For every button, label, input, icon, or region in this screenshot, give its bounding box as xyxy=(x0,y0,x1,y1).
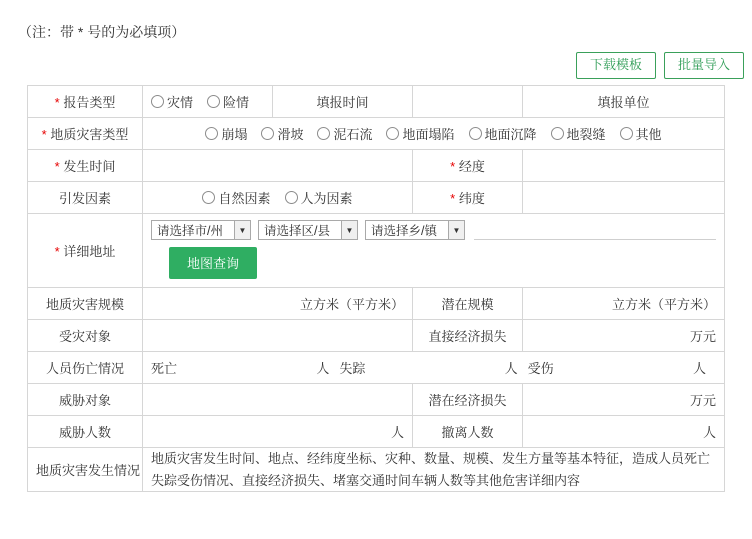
casualty-injured-unit: 人 xyxy=(692,361,706,377)
radio-circle-icon xyxy=(202,191,215,204)
threat-people-unit: 人 xyxy=(390,425,404,441)
address-fields-cell xyxy=(143,214,725,288)
required-asterisk: * xyxy=(54,244,60,260)
radio-circle-icon xyxy=(151,95,164,108)
radio-circle-icon xyxy=(620,127,633,140)
table-row-casualty xyxy=(28,352,725,384)
radio-disaster-type-collapse[interactable] xyxy=(205,124,247,143)
table-row-threat-people xyxy=(28,416,725,448)
evacuated-input-cell[interactable] xyxy=(523,416,725,448)
required-asterisk: * xyxy=(450,191,456,207)
evacuated-label: 撤离人数 xyxy=(413,416,523,448)
required-asterisk: * xyxy=(41,127,47,143)
required-asterisk: * xyxy=(450,159,456,175)
radio-circle-icon xyxy=(469,127,482,140)
select-town-value: 请选择乡/镇 xyxy=(371,224,437,239)
fill-time-input[interactable] xyxy=(413,86,523,118)
disaster-type-label: 地质灾害类型 xyxy=(50,127,129,143)
threat-object-label: 威胁对象 xyxy=(28,384,143,416)
chevron-down-icon: ▼ xyxy=(234,221,250,239)
radio-disaster-type-ground-collapse[interactable] xyxy=(386,124,454,143)
address-detail-input[interactable] xyxy=(474,221,716,240)
radio-circle-icon xyxy=(207,95,220,108)
report-type-label: 报告类型 xyxy=(63,95,116,111)
latitude-input[interactable] xyxy=(523,182,725,214)
radio-label: 自然因素 xyxy=(218,191,271,207)
cause-label: 引发因素 xyxy=(28,182,143,214)
latitude-label: 纬度 xyxy=(458,191,485,207)
casualty-missing-field[interactable] xyxy=(339,358,527,377)
affected-object-label: 受灾对象 xyxy=(28,320,143,352)
form-toolbar xyxy=(0,42,752,85)
longitude-label-cell xyxy=(413,150,523,182)
scale-label: 地质灾害规模 xyxy=(28,288,143,320)
table-row-scale xyxy=(28,288,725,320)
scale-unit: 立方米（平方米） xyxy=(299,297,404,313)
threat-people-label: 威胁人数 xyxy=(28,416,143,448)
casualty-death-field[interactable] xyxy=(151,358,339,377)
select-town[interactable] xyxy=(365,220,465,240)
potential-loss-unit: 万元 xyxy=(689,393,716,409)
casualty-injured-label: 受伤 xyxy=(527,361,554,377)
radio-circle-icon xyxy=(261,127,274,140)
select-city-value: 请选择市/州 xyxy=(157,224,223,239)
potential-scale-label: 潜在规模 xyxy=(413,288,523,320)
radio-label: 地面沉降 xyxy=(484,127,537,143)
threat-object-input[interactable] xyxy=(143,384,413,416)
required-asterisk: * xyxy=(54,95,60,111)
select-district-value: 请选择区/县 xyxy=(264,224,330,239)
potential-scale-input-cell[interactable] xyxy=(523,288,725,320)
table-row-affected-object xyxy=(28,320,725,352)
radio-label: 地裂缝 xyxy=(566,127,606,143)
radio-report-type-hazard[interactable] xyxy=(207,92,249,111)
latitude-label-cell xyxy=(413,182,523,214)
radio-label: 险情 xyxy=(223,95,250,111)
casualty-cell xyxy=(143,352,725,384)
scale-input-cell[interactable] xyxy=(143,288,413,320)
select-district[interactable] xyxy=(258,220,358,240)
address-label-cell xyxy=(28,214,143,288)
radio-disaster-type-other[interactable] xyxy=(620,124,662,143)
radio-label: 地面塌陷 xyxy=(402,127,455,143)
casualty-missing-unit: 人 xyxy=(504,361,518,377)
longitude-label: 经度 xyxy=(458,159,485,175)
radio-label: 其他 xyxy=(635,127,662,143)
table-row-situation xyxy=(28,448,725,492)
table-row-occur-time xyxy=(28,150,725,182)
casualty-injured-field[interactable] xyxy=(528,358,716,377)
radio-label: 灾情 xyxy=(167,95,194,111)
radio-disaster-type-ground-fissure[interactable] xyxy=(551,124,606,143)
report-type-label-cell xyxy=(28,86,143,118)
radio-cause-human[interactable] xyxy=(285,188,353,207)
table-row-report-type xyxy=(28,86,725,118)
occur-time-label-cell xyxy=(28,150,143,182)
cause-options-cell xyxy=(143,182,413,214)
chevron-down-icon: ▼ xyxy=(448,221,464,239)
casualty-missing-label: 失踪 xyxy=(339,361,366,377)
fill-time-label: 填报时间 xyxy=(273,86,413,118)
direct-loss-unit: 万元 xyxy=(689,329,716,345)
report-type-options-cell xyxy=(143,86,273,118)
radio-label: 滑坡 xyxy=(277,127,304,143)
select-city[interactable] xyxy=(151,220,251,240)
download-template-button[interactable]: 下载模板 xyxy=(576,52,656,79)
radio-circle-icon xyxy=(551,127,564,140)
casualty-death-label: 死亡 xyxy=(151,361,178,377)
radio-disaster-type-landslide[interactable] xyxy=(261,124,303,143)
chevron-down-icon: ▼ xyxy=(341,221,357,239)
potential-loss-label: 潜在经济损失 xyxy=(413,384,523,416)
radio-label: 人为因素 xyxy=(300,191,353,207)
potential-loss-input-cell[interactable] xyxy=(523,384,725,416)
affected-object-input[interactable] xyxy=(143,320,413,352)
address-label: 详细地址 xyxy=(63,244,116,260)
table-row-threat-object xyxy=(28,384,725,416)
table-row-cause xyxy=(28,182,725,214)
required-field-note: （注：带 * 号的为必填项） xyxy=(18,24,186,40)
fill-unit-label: 填报单位 xyxy=(523,86,725,118)
occur-time-label: 发生时间 xyxy=(63,159,116,175)
radio-circle-icon xyxy=(317,127,330,140)
threat-people-input-cell[interactable] xyxy=(143,416,413,448)
disaster-type-label-cell xyxy=(28,118,143,150)
radio-circle-icon xyxy=(386,127,399,140)
required-asterisk: * xyxy=(54,159,60,175)
evacuated-unit: 人 xyxy=(702,425,716,441)
disaster-type-options-cell xyxy=(143,118,725,150)
radio-circle-icon xyxy=(285,191,298,204)
radio-cause-natural[interactable] xyxy=(202,188,270,207)
direct-loss-label: 直接经济损失 xyxy=(413,320,523,352)
occur-time-input[interactable] xyxy=(143,150,413,182)
radio-label: 崩塌 xyxy=(221,127,248,143)
situation-label: 地质灾害发生情况 xyxy=(28,448,143,492)
casualty-label: 人员伤亡情况 xyxy=(28,352,143,384)
map-query-button[interactable]: 地图查询 xyxy=(169,247,257,279)
radio-disaster-type-debris-flow[interactable] xyxy=(317,124,372,143)
situation-textarea[interactable]: 地质灾害发生时间、地点、经纬度坐标、灾种、数量、规模、发生方量等基本特征，造成人员死亡失踪受伤情况、直接经济损失、堵塞交通时间车辆人数等其他危害详细内容 xyxy=(143,448,725,492)
radio-report-type-disaster[interactable] xyxy=(151,92,193,111)
batch-import-button[interactable]: 批量导入 xyxy=(664,52,744,79)
table-row-address xyxy=(28,214,725,288)
table-row-disaster-type xyxy=(28,118,725,150)
radio-label: 泥石流 xyxy=(333,127,373,143)
potential-scale-unit: 立方米（平方米） xyxy=(611,297,716,313)
disaster-report-table xyxy=(27,85,725,492)
radio-circle-icon xyxy=(205,127,218,140)
direct-loss-input-cell[interactable] xyxy=(523,320,725,352)
radio-disaster-type-subsidence[interactable] xyxy=(469,124,537,143)
longitude-input[interactable] xyxy=(523,150,725,182)
casualty-death-unit: 人 xyxy=(316,361,330,377)
